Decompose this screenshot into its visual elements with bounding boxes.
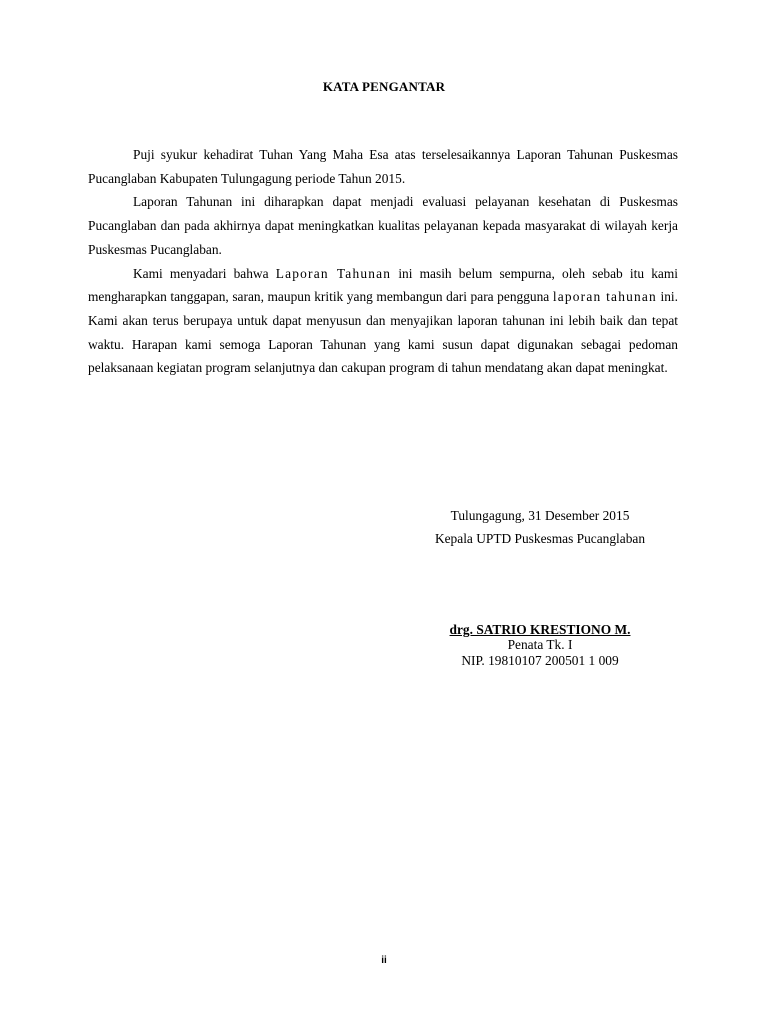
paragraph-2: Laporan Tahunan ini diharapkan dapat menjadi evaluasi pelayanan kesehatan di Puskesmas Pucanglaban dan pada akhirnya dapat meningkatkan kualitas pelayanan kepada masyarakat di wilayah kerja Puskesmas Pucanglaban. <box>88 194 678 257</box>
signature-name: drg. SATRIO KRESTIONO M. <box>449 622 631 637</box>
signature-place-date: Tulungagung, 31 Desember 2015 <box>450 508 630 523</box>
signature-nip: NIP. 19810107 200501 1 009 <box>461 653 619 668</box>
paragraph-3-part-2: ini masih belum sempurna, oleh sebab itu kami mengharapkan tanggapan, saran, maupun kritik yang membangun dari para pengguna <box>88 265 678 305</box>
body-text <box>88 143 678 380</box>
page-title: KATA PENGANTAR <box>322 79 446 94</box>
paragraph-3-emphasis-1: Laporan Tahunan <box>275 265 392 281</box>
paragraph-3-part-1: Kami menyadari bahwa <box>133 265 276 281</box>
paragraph-1: Puji syukur kehadirat Tuhan Yang Maha Esa atas terselesaikannya Laporan Tahunan Puskesmas Pucanglaban Kabupaten Tulungagung periode Tahun 2015. <box>88 147 678 186</box>
paragraph-3-part-3: ini. Kami akan terus berupaya untuk dapat menyusun dan menyajikan laporan tahunan ini lebih baik dan tepat waktu. Harapan kami semoga Laporan Tahunan yang kami susun dapat digunakan sebagai pedoman pelaksanaan kegiatan program selanjutnya dan cakupan program di tahun mendatang akan dapat meningkat. <box>88 289 678 376</box>
page-number: ii <box>381 955 387 966</box>
paragraph-3-emphasis-2: laporan tahunan <box>552 289 657 305</box>
paragraph-3 <box>88 262 678 381</box>
signature-position: Kepala UPTD Puskesmas Pucanglaban <box>434 531 646 546</box>
signature-rank: Penata Tk. I <box>507 637 573 652</box>
